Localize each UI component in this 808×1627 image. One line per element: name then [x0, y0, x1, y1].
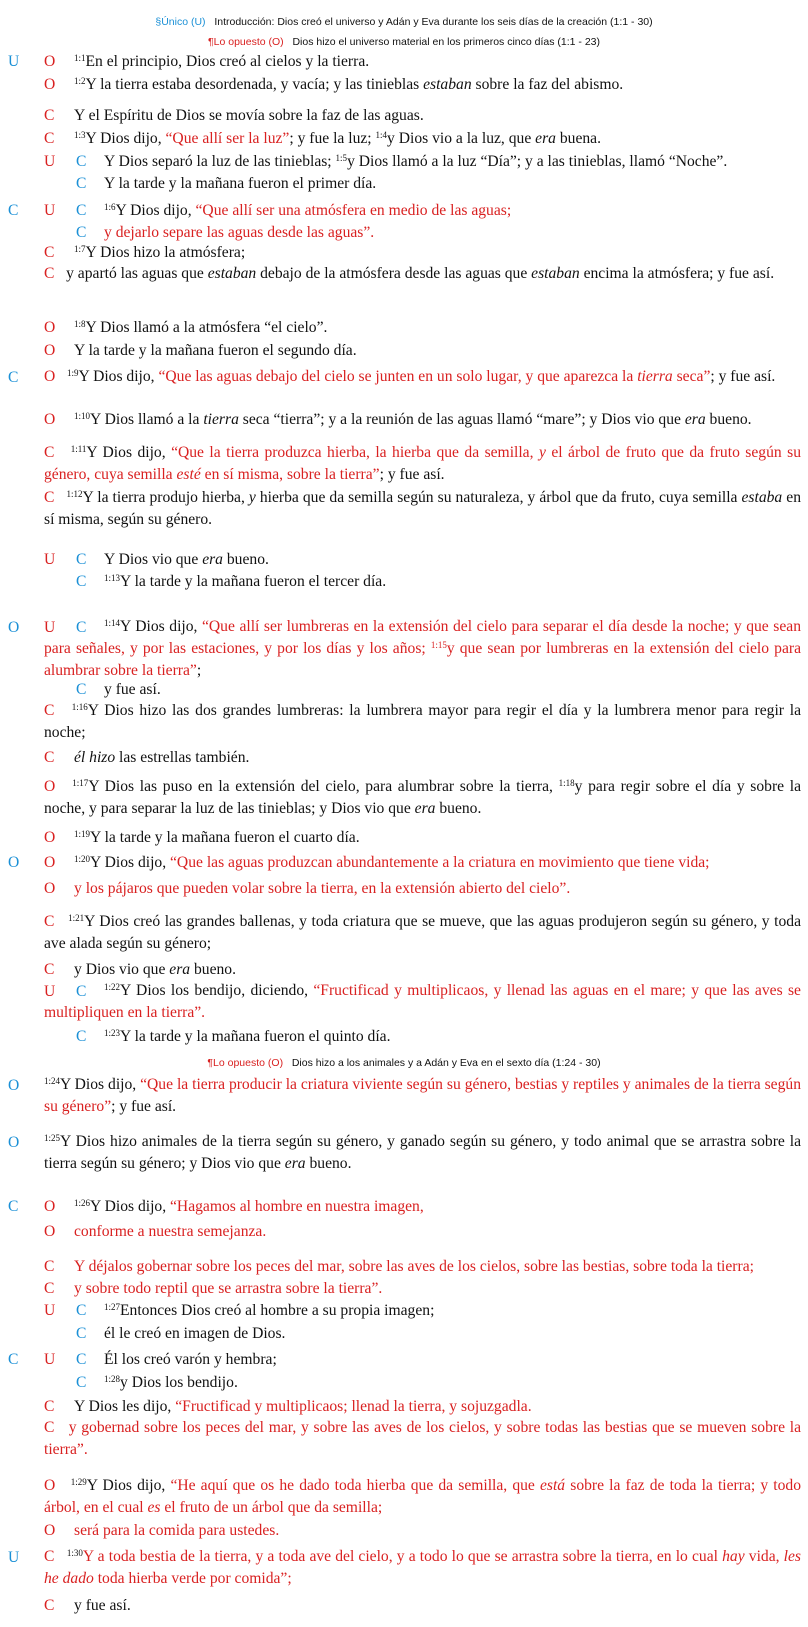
- chiasm-marker-u: U: [44, 202, 56, 219]
- chiasm-marker-o: O: [8, 619, 20, 636]
- verse-text: $^{1:10}$Y Dios llamó a la tierra seca “tierra”; y a la reunión de las aguas llamó “mare”; y Dios vio que era bueno.: [74, 411, 752, 428]
- verse-line: [0, 748, 808, 767]
- verse-line: [0, 1257, 808, 1276]
- verse-text: $^{1:7}$Y Dios hizo la atmósfera;: [74, 244, 246, 261]
- chiasm-marker-c: C: [44, 1419, 55, 1436]
- verse-line: [0, 1596, 808, 1615]
- verse-text: Y el Espíritu de Dios se movía sobre la faz de las aguas.: [74, 107, 424, 124]
- verse-text: $^{1:3}$Y Dios dijo, “Que allí ser la luz”; y fue la luz; $^{1:4}$y Dios vio a la luz, que era buena.: [74, 130, 601, 147]
- verse-paragraph: $^{1:14}$Y Dios dijo, “Que allí ser lumbreras en la extensión del cielo para separar el día desde la noche; y que sean para señales, y por las estaciones, y por los días y los años; $^{1:15}$y que sean por lumbreras en la extensión del cielo para alumbrar sobre la tierra”;: [44, 618, 801, 679]
- verse-text: $^{1:1}$En el principio, Dios creó al cielos y la tierra.: [74, 53, 370, 70]
- verse-paragraph: $^{1:24}$Y Dios dijo, “Que la tierra producir la criatura viviente según su género, bestias y reptiles y animales de la tierra según su género”; y fue así.: [44, 1076, 801, 1115]
- verse-text: será para la comida para ustedes.: [74, 1522, 280, 1539]
- verse-text: y sobre todo reptil que se arrastra sobre la tierra”.: [74, 1280, 383, 1297]
- chiasm-marker-c: C: [76, 573, 87, 590]
- chiasm-marker-o: O: [44, 829, 56, 846]
- section-header-opposite-1: [0, 35, 808, 49]
- chiasm-marker-c: C: [44, 961, 55, 978]
- chiasm-marker-o: O: [44, 1477, 56, 1494]
- verse-text: y fue así.: [104, 681, 161, 698]
- verse-line: [0, 680, 808, 699]
- chiasm-marker-u: U: [44, 983, 56, 1000]
- chiasm-marker-c: C: [76, 1325, 87, 1342]
- verse-line: [0, 174, 808, 193]
- verse-text: y dejarlo separe las aguas desde las aguas”.: [104, 224, 375, 241]
- verse-text: Y Dios separó la luz de las tinieblas; $^{1:5}$y Dios llamó a la luz “Día”; y a las tinieblas, llamó “Noche”.: [104, 153, 728, 170]
- header-title: Introducción: Dios creó el universo y Adán y Eva durante los seis días de la creación (1:1 - 30): [214, 16, 653, 28]
- verse-text: y fue así.: [74, 1597, 131, 1614]
- section-header-opposite-2: [0, 1056, 808, 1070]
- chiasm-marker-c: C: [76, 619, 87, 636]
- verse-text: y Dios vio que era bueno.: [74, 961, 236, 978]
- chiasm-marker-o: O: [44, 411, 56, 428]
- section-header-unique: [0, 15, 808, 29]
- chiasm-marker-c: C: [8, 202, 19, 219]
- verse-text: $^{1:20}$Y Dios dijo, “Que las aguas produzcan abundantemente a la criatura en movimiento que tiene vida;: [74, 854, 710, 871]
- verse-paragraph: C $^{1:21}$Y Dios creó las grandes ballenas, y toda criatura que se mueve, que las aguas produjeron según su género, y toda ave alada según su género;: [44, 913, 802, 952]
- verse-text: conforme a nuestra semejanza.: [74, 1223, 267, 1240]
- chiasm-marker-u: U: [8, 53, 20, 70]
- chiasm-marker-o: O: [44, 342, 56, 359]
- chiasm-marker-c: C: [76, 983, 87, 1000]
- chiasm-marker-c: C: [44, 1258, 55, 1275]
- verse-paragraph: C $^{1:12}$Y la tierra produjo hierba, y hierba que da semilla según su naturaleza, y árbol que da fruto, cuya semilla estaba en sí misma, según su género.: [44, 489, 801, 528]
- verse-text: $^{1:26}$Y Dios dijo, “Hagamos al hombre en nuestra imagen,: [74, 1198, 424, 1215]
- header-label: ¶Lo opuesto (O): [208, 36, 284, 48]
- verse-line: [0, 550, 808, 569]
- chiasm-marker-u: U: [44, 1302, 56, 1319]
- verse-line: [0, 879, 808, 898]
- verse-text: Y Dios les dijo, “Fructificad y multiplicaos; llenad la tierra, y sojuzgadla.: [74, 1398, 532, 1415]
- verse-paragraph: O $^{1:29}$Y Dios dijo, “He aquí que os he dado toda hierba que da semilla, que está sobre la faz de toda la tierra; y todo árbol, en el cual es el fruto de un árbol que da semilla;: [44, 1477, 802, 1516]
- verse-line: [0, 1197, 808, 1216]
- chiasm-marker-o: O: [44, 1522, 56, 1539]
- chiasm-marker-o: O: [44, 76, 56, 93]
- chiasm-marker-c: C: [44, 489, 55, 506]
- chiasm-marker-c: C: [44, 107, 55, 124]
- verse-line: [0, 1027, 808, 1046]
- verse-line: [0, 52, 808, 71]
- verse-text: Y Dios vio que era bueno.: [104, 551, 269, 568]
- chiasm-marker-c: C: [76, 1374, 87, 1391]
- verse-paragraph: $^{1:25}$Y Dios hizo animales de la tierra según su género, y ganado según su género, y todo animal que se arrastra sobre la tierra según su género; y Dios vio que era bueno.: [44, 1133, 801, 1172]
- verse-line: [0, 828, 808, 847]
- verse-line: [0, 1301, 808, 1320]
- chiasm-marker-c: C: [44, 913, 55, 930]
- verse-line: [0, 201, 808, 220]
- chiasm-marker-c: C: [44, 1398, 55, 1415]
- header-title: Dios hizo a los animales y a Adán y Eva en el sexto día (1:24 - 30): [291, 1057, 601, 1069]
- verse-paragraph: $^{1:22}$Y Dios los bendijo, diciendo, “Fructificad y multiplicaos, y llenad las aguas en el mare; y que las aves se multipliquen en la tierra”.: [44, 982, 801, 1021]
- verse-paragraph: C $^{1:16}$Y Dios hizo las dos grandes lumbreras: la lumbrera mayor para regir el día y la lumbrera menor para regir la noche;: [44, 702, 801, 741]
- verse-line: [0, 129, 808, 148]
- verse-line: [0, 106, 808, 125]
- chiasm-marker-u: U: [44, 1351, 56, 1368]
- chiasm-marker-o: O: [44, 53, 56, 70]
- chiasm-marker-c: C: [44, 265, 55, 282]
- chiasm-marker-u: U: [8, 1549, 20, 1566]
- verse-line: [0, 1279, 808, 1298]
- verse-text: Y la tarde y la mañana fueron el segundo día.: [74, 342, 357, 359]
- chiasm-marker-o: O: [44, 880, 56, 897]
- verse-paragraph: C y apartó las aguas que estaban debajo de la atmósfera desde las aguas que estaban encima la atmósfera; y fue así.: [44, 265, 775, 282]
- header-title: Dios hizo el universo material en los primeros cinco días (1:1 - 23): [292, 36, 600, 48]
- verse-line: [0, 1397, 808, 1416]
- chiasm-marker-c: C: [44, 244, 55, 261]
- verse-line: [0, 410, 808, 429]
- chiasm-marker-c: C: [44, 1548, 55, 1565]
- chiasm-marker-o: O: [8, 854, 20, 871]
- verse-paragraph: O $^{1:9}$Y Dios dijo, “Que las aguas debajo del cielo se junten en un solo lugar, y que aparezca la tierra seca”; y fue así.: [44, 368, 776, 385]
- verse-text: $^{1:13}$Y la tarde y la mañana fueron el tercer día.: [104, 573, 387, 590]
- verse-text: $^{1:27}$Entonces Dios creó al hombre a su propia imagen;: [104, 1302, 435, 1319]
- chiasm-marker-o: O: [44, 319, 56, 336]
- verse-line: [0, 152, 808, 171]
- verse-line: [0, 243, 808, 262]
- chiasm-marker-c: C: [76, 1028, 87, 1045]
- verse-line: [0, 960, 808, 979]
- verse-line: [0, 853, 808, 872]
- verse-text: $^{1:28}$y Dios los bendijo.: [104, 1374, 238, 1391]
- verse-text: Él los creó varón y hembra;: [104, 1351, 277, 1368]
- chiasm-marker-c: C: [76, 681, 87, 698]
- verse-line: [0, 1350, 808, 1369]
- chiasm-marker-c: C: [44, 1597, 55, 1614]
- verse-line: [0, 223, 808, 242]
- verse-line: [0, 75, 808, 94]
- chiasm-marker-u: U: [44, 153, 56, 170]
- chiasm-marker-c: C: [8, 1351, 19, 1368]
- verse-line: [0, 341, 808, 360]
- verse-line: [0, 1373, 808, 1392]
- chiasm-marker-o: O: [44, 854, 56, 871]
- verse-paragraph: C $^{1:30}$Y a toda bestia de la tierra, y a toda ave del cielo, y a todo lo que se arrastra sobre la tierra, en lo cual hay vida, les he dado toda hierba verde por comida”;: [44, 1548, 801, 1587]
- verse-text: $^{1:2}$Y la tierra estaba desordenada, y vacía; y las tinieblas estaban sobre la faz del abismo.: [74, 76, 624, 93]
- chiasm-marker-c: C: [8, 369, 19, 386]
- chiasm-marker-c: C: [8, 1198, 19, 1215]
- chiasm-marker-c: C: [76, 202, 87, 219]
- chiasm-marker-o: O: [8, 1134, 20, 1151]
- chiasm-marker-c: C: [76, 224, 87, 241]
- verse-paragraph: O $^{1:17}$Y Dios las puso en la extensión del cielo, para alumbrar sobre la tierra, $^{1:18}$y para regir sobre el día y sobre la noche, y para separar la luz de las tinieblas; y Dios vio que era bueno.: [44, 778, 801, 817]
- verse-line: [0, 1324, 808, 1343]
- verse-text: $^{1:8}$Y Dios llamó a la atmósfera “el cielo”.: [74, 319, 328, 336]
- chiasm-marker-c: C: [76, 1351, 87, 1368]
- verse-text: $^{1:6}$Y Dios dijo, “Que allí ser una atmósfera en medio de las aguas;: [104, 202, 512, 219]
- chiasm-marker-o: O: [44, 1223, 56, 1240]
- chiasm-marker-c: C: [76, 153, 87, 170]
- verse-line: [0, 1222, 808, 1241]
- verse-text: él le creó en imagen de Dios.: [104, 1325, 286, 1342]
- verse-text: $^{1:19}$Y la tarde y la mañana fueron el cuarto día.: [74, 829, 360, 846]
- verse-line: [0, 318, 808, 337]
- chiasm-marker-c: C: [44, 444, 55, 461]
- verse-text: él hizo las estrellas también.: [74, 749, 250, 766]
- verse-line: [0, 1521, 808, 1540]
- chiasm-marker-c: C: [44, 1280, 55, 1297]
- chiasm-marker-u: U: [44, 551, 56, 568]
- chiasm-marker-c: C: [76, 1302, 87, 1319]
- chiasm-marker-o: O: [8, 1077, 20, 1094]
- chiasm-marker-c: C: [44, 130, 55, 147]
- chiasm-marker-u: U: [44, 619, 56, 636]
- header-label: §Único (U): [155, 16, 206, 28]
- verse-text: Y la tarde y la mañana fueron el primer día.: [104, 175, 377, 192]
- verse-text: $^{1:23}$Y la tarde y la mañana fueron el quinto día.: [104, 1028, 391, 1045]
- chiasm-marker-c: C: [44, 749, 55, 766]
- verse-paragraph: C $^{1:11}$Y Dios dijo, “Que la tierra produzca hierba, la hierba que da semilla, y el árbol de fruto que da fruto según su género, cuya semilla esté en sí misma, sobre la tierra”; y fue así.: [44, 444, 801, 483]
- verse-text: y los pájaros que pueden volar sobre la tierra, en la extensión abierto del cielo”.: [74, 880, 571, 897]
- chiasm-marker-o: O: [44, 368, 56, 385]
- chiasm-marker-c: C: [76, 551, 87, 568]
- verse-text: Y déjalos gobernar sobre los peces del mar, sobre las aves de los cielos, sobre las bestias, sobre toda la tierra;: [74, 1258, 754, 1275]
- chiasm-marker-c: C: [44, 702, 55, 719]
- chiasm-marker-c: C: [76, 175, 87, 192]
- header-label: ¶Lo opuesto (O): [207, 1057, 284, 1069]
- verse-line: [0, 572, 808, 591]
- chiasm-marker-o: O: [44, 1198, 56, 1215]
- verse-paragraph: C y gobernad sobre los peces del mar, y sobre las aves de los cielos, y sobre todas las bestias que se mueven sobre la tierra”.: [44, 1419, 802, 1458]
- chiasm-marker-o: O: [44, 778, 56, 795]
